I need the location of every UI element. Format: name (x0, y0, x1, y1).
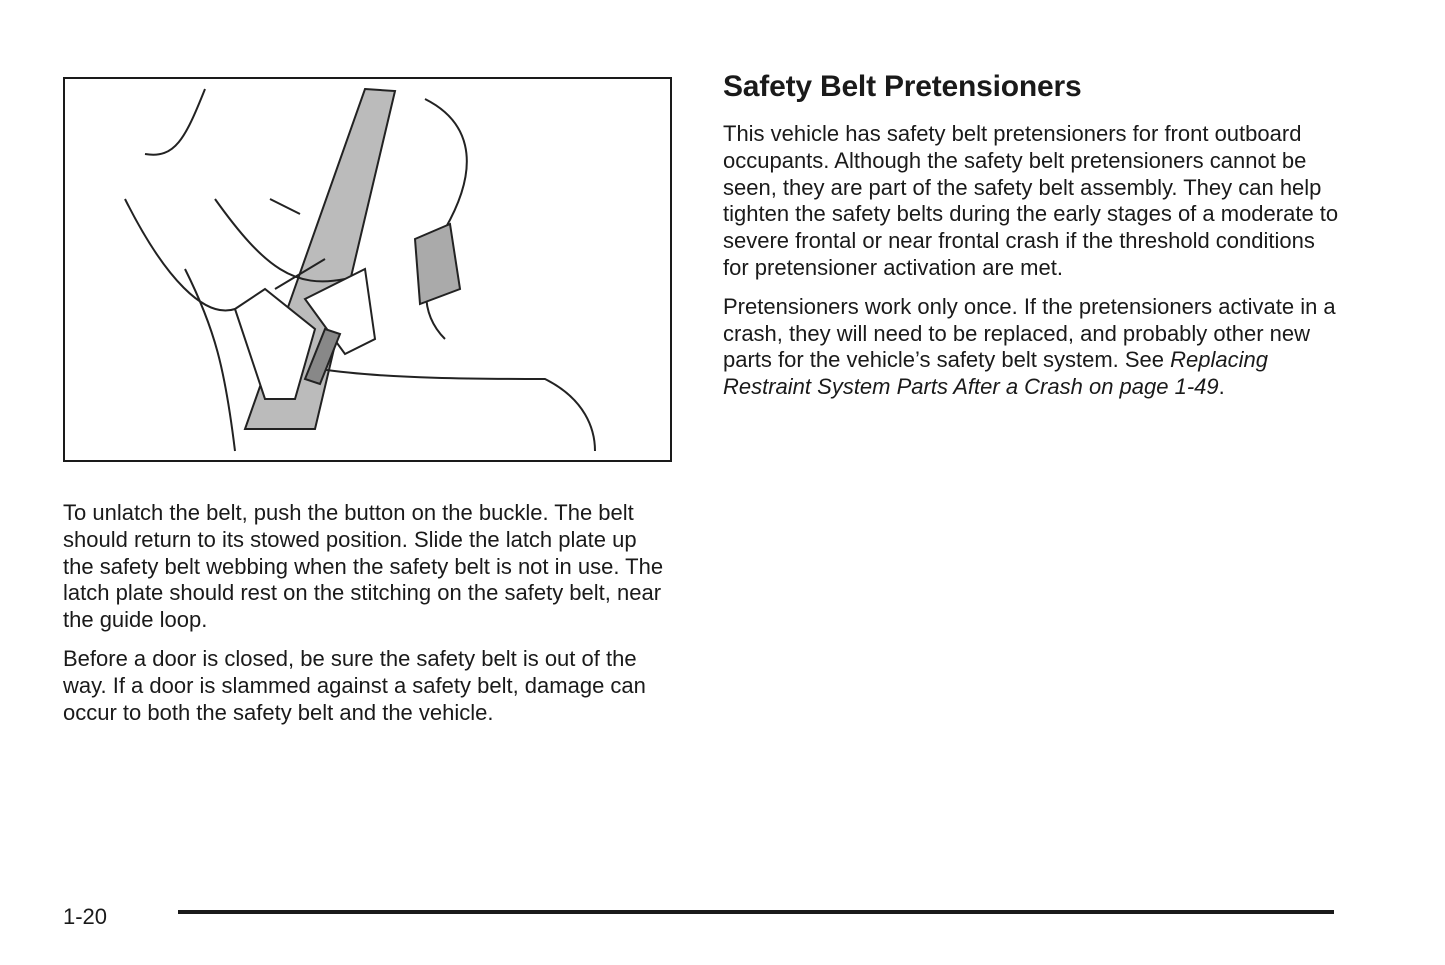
paragraph-unlatch: To unlatch the belt, push the button on the buckle. The belt should return to its stowed position. Slide the latch plate up the safety belt webbing when the safety belt is not in use. The latch plate should rest on the stitching on the safety belt, near the guide loop. (63, 500, 664, 633)
page-number: 1-20 (63, 904, 108, 929)
illustration-drawing (65, 79, 670, 460)
paragraph-pretensioners-intro: This vehicle has safety belt pretensioners for front outboard occupants. Although the safety belt pretensioners cannot be seen, they are part of the safety belt assembly. They can help tighten the safety belts during the early stages of a moderate to severe frontal or near frontal crash if the threshold conditions for pretensioner activation are met. (723, 121, 1339, 280)
left-column-text (63, 500, 673, 738)
paragraph-door: Before a door is closed, be sure the safety belt is out of the way. If a door is slammed against a safety belt, damage can occur to both the safety belt and the vehicle. (63, 645, 646, 725)
footer-rule (178, 910, 1334, 914)
paragraph-text: Pretensioners work only once. If the pretensioners activate in a crash, they will need to be replaced, and probably other new parts for the vehicle’s safety belt system. See (723, 293, 1336, 373)
paragraph-end: . (1218, 374, 1225, 400)
right-column-text (723, 121, 1343, 413)
section-heading: Safety Belt Pretensioners (723, 70, 1082, 103)
paragraph-pretensioners-once (723, 294, 1343, 401)
safety-belt-unlatch-illustration (63, 77, 672, 462)
cross-reference-link[interactable]: Replacing Restraint System Parts After a Crash on page 1-49 (723, 347, 1268, 400)
